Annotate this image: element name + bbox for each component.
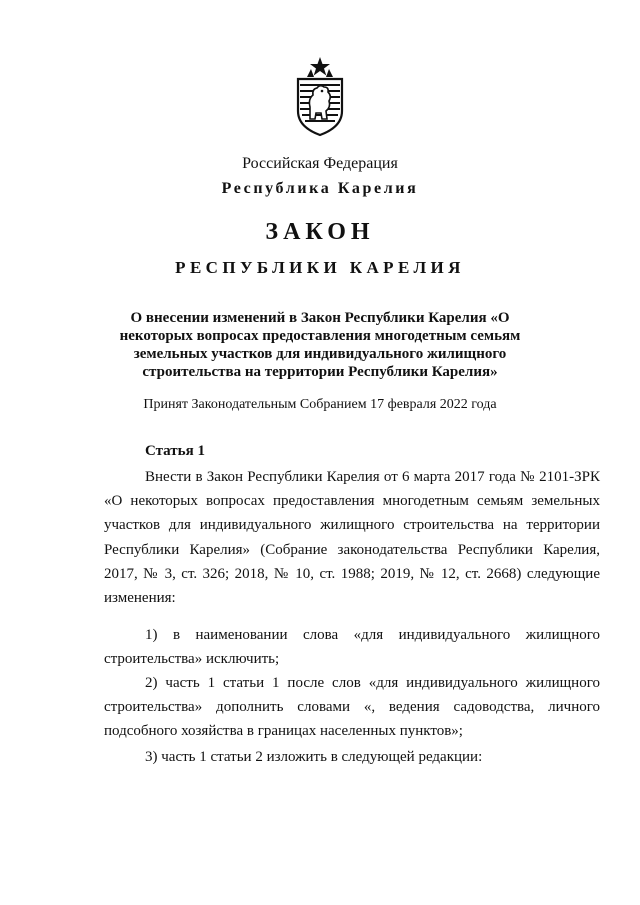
article-heading: Статья 1 xyxy=(145,443,205,459)
document-type: ЗАКОН xyxy=(265,219,375,245)
karelia-coat-of-arms-icon xyxy=(293,55,347,137)
article-paragraph: 1) в наименовании слова «для индивидуального жилищного строительства» исключить; xyxy=(104,627,600,668)
law-title: О внесении изменений в Закон Республики Карелия «О некоторых вопросах предоставления многодетным семьям земельных участков для индивидуального жилищного строительства на территории Республики Карелия» xyxy=(119,310,521,380)
article-paragraph: 3) часть 1 статьи 2 изложить в следующей редакции: xyxy=(145,749,483,765)
article-paragraph: 2) часть 1 статьи 1 после слов «для индивидуального жилищного строительства» дополнить словами «, ведения садоводства, личного подсобного хозяйства в границах населенных пунктов»; xyxy=(104,675,600,740)
adoption-note: Принят Законодательным Собранием 17 февраля 2022 года xyxy=(143,397,497,412)
article-paragraph: Внести в Закон Республики Карелия от 6 марта 2017 года № 2101-ЗРК «О некоторых вопросах предоставления многодетным семьям земельных участков для индивидуального жилищного строительства на территории Республики Карелия» (Собрание законодательства Республики Карелия, 2017, № 3, ст. 326; 2018, № 10, ст. 1988; 2019, № 12, ст. 2668) следующие изменения: xyxy=(104,469,600,607)
document-type-subtitle: РЕСПУБЛИКИ КАРЕЛИЯ xyxy=(175,258,465,277)
country-name: Российская Федерация xyxy=(242,155,398,172)
republic-name: Республика Карелия xyxy=(221,180,419,197)
